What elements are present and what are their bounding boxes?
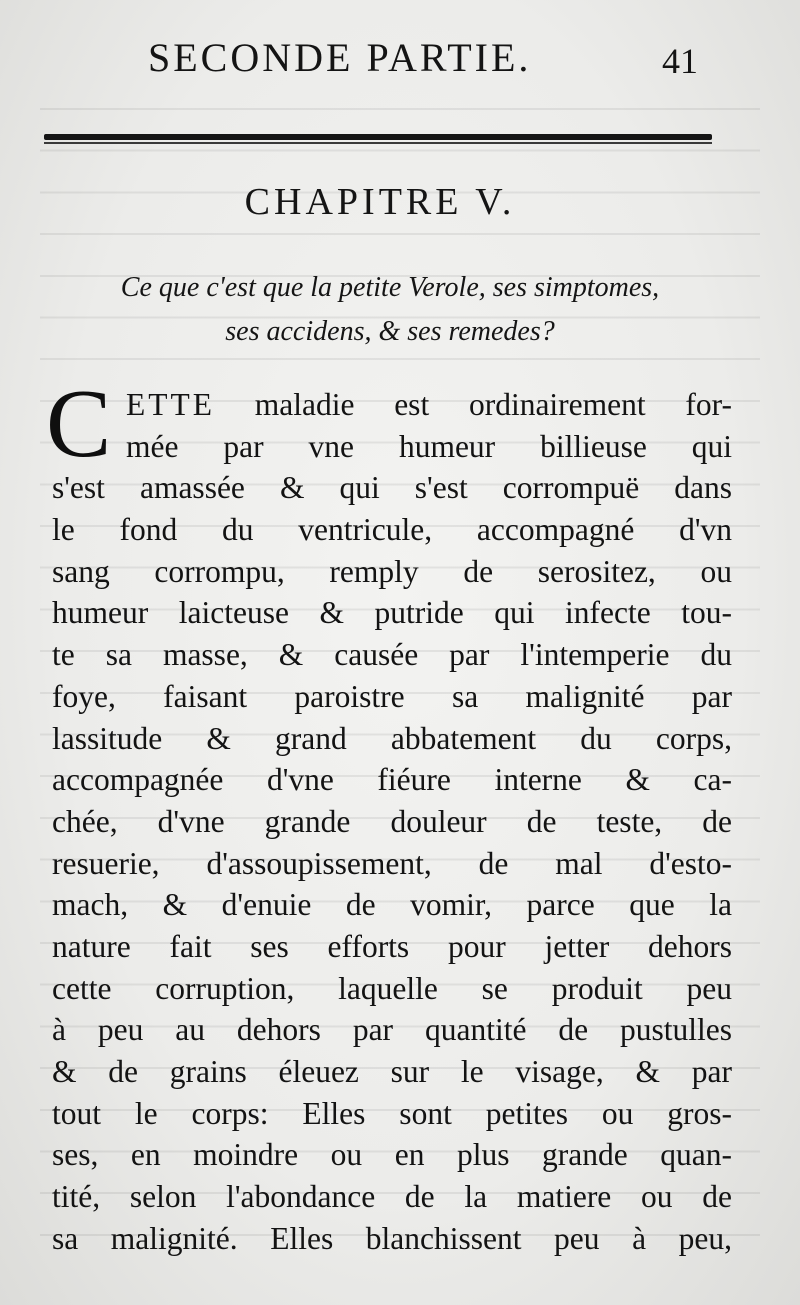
text-line: s'est amassée & qui s'est corrompuë dans <box>52 470 732 506</box>
running-title: SECONDE PARTIE. <box>148 35 532 80</box>
text-line: te sa masse, & causée par l'intemperie du <box>52 637 732 673</box>
text-line: sa malignité. Elles blanchissent peu à peu, <box>52 1220 732 1256</box>
text-line: tout le corps: Elles sont petites ou gros- <box>52 1095 732 1131</box>
subtitle-line: ses accidens, & ses remedes? <box>225 316 555 347</box>
text-line: à peu au dehors par quantité de pustulles <box>52 1012 732 1048</box>
text-line: ses, en moindre ou en plus grande quan- <box>52 1137 732 1173</box>
subtitle-line: Ce que c'est que la petite Verole, ses simptomes, <box>120 272 660 303</box>
text-line: accompagnée d'vne fiéure interne & ca- <box>52 762 732 798</box>
text-line: tité, selon l'abondance de la matiere ou de <box>52 1179 732 1215</box>
text-line: resuerie, d'assoupissement, de mal d'esto- <box>52 845 732 881</box>
drop-cap: C <box>46 370 112 478</box>
page-number: 41 <box>662 41 698 81</box>
text-line: sang corrompu, remply de serositez, ou <box>52 553 732 589</box>
first-word-caps: ETTE <box>126 387 215 422</box>
text-line: le fond du ventricule, accompagné d'vn <box>52 512 732 548</box>
text-line: chée, d'vne grande douleur de teste, de <box>52 803 732 839</box>
text-line: & de grains éleuez sur le visage, & par <box>52 1054 732 1089</box>
first-line-rest: maladie est ordinairement for- <box>254 387 732 422</box>
page-header <box>0 34 800 84</box>
text-line: cette corruption, laquelle se produit peu <box>52 970 732 1006</box>
chapter-subtitle <box>40 266 740 354</box>
body-text <box>46 370 732 1259</box>
text-line: foye, faisant paroistre sa malignité par <box>52 678 732 714</box>
text-line: nature fait ses efforts pour jetter dehors <box>52 928 732 964</box>
text-line: mée par vne humeur billieuse qui <box>126 428 732 464</box>
text-line: lassitude & grand abbatement du corps, <box>52 720 732 756</box>
chapter-title: CHAPITRE V. <box>244 181 516 223</box>
text-line <box>52 384 732 426</box>
text-line: humeur laicteuse & putride qui infecte tou- <box>52 595 732 631</box>
header-rule-thin <box>44 142 712 144</box>
text-line: mach, & d'enuie de vomir, parce que la <box>52 887 732 923</box>
header-rule <box>44 134 712 140</box>
